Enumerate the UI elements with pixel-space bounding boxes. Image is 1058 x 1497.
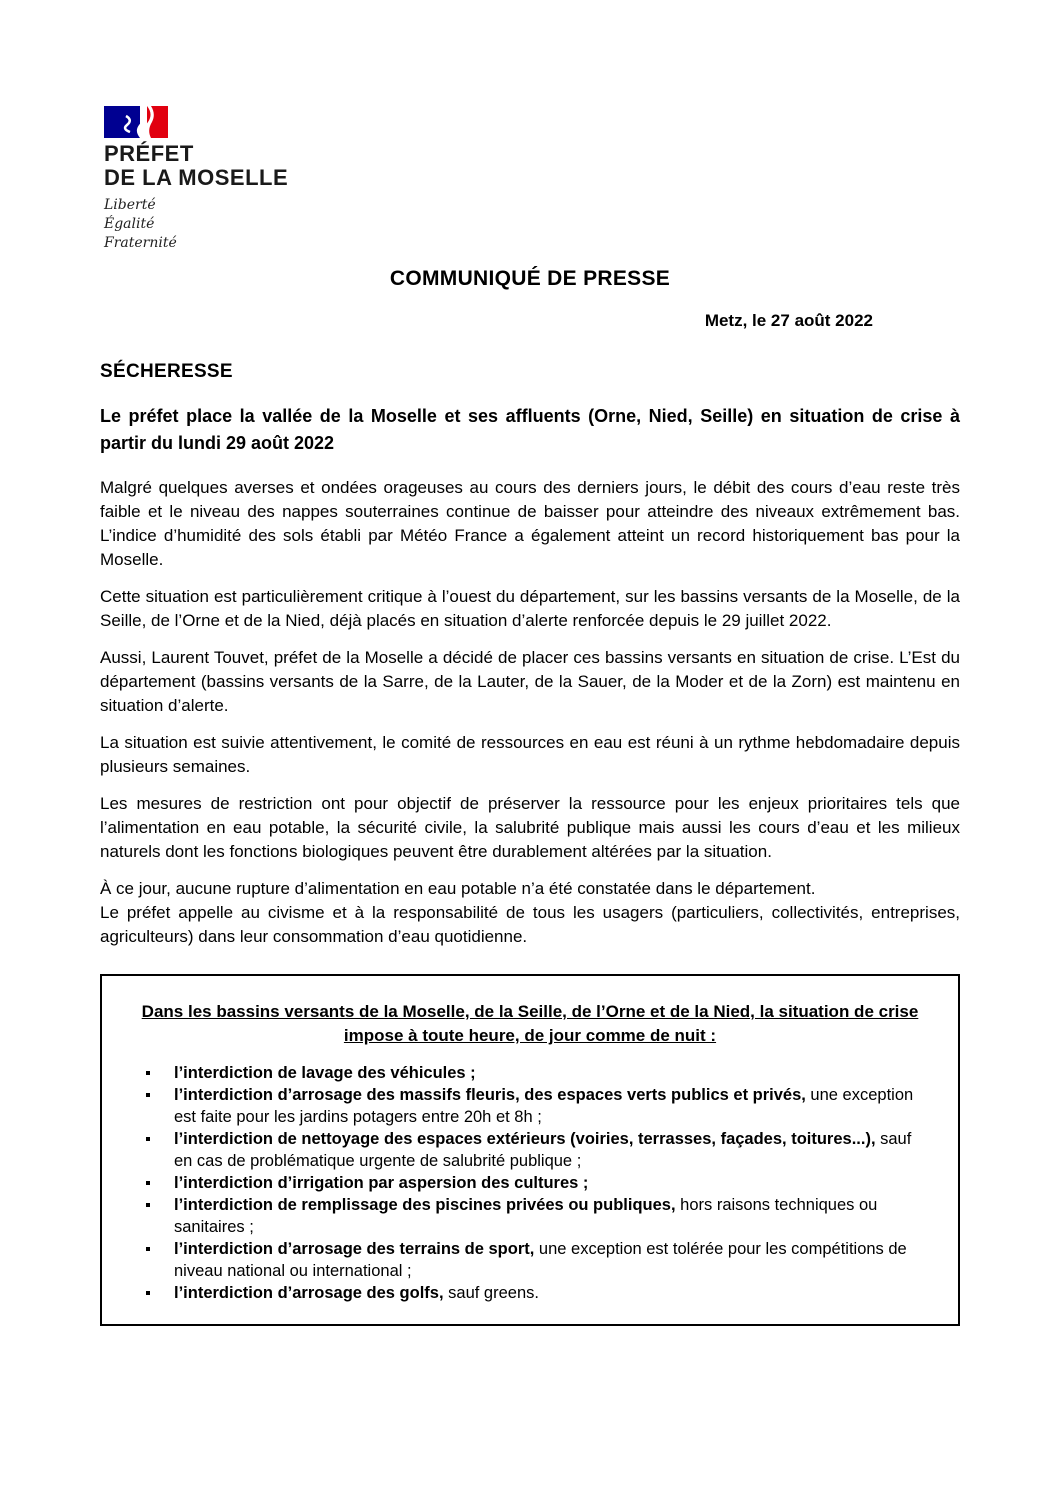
restriction-rest: sauf en cas de problématique urgente de salubrité publique ; (174, 1130, 912, 1170)
paragraph-6: À ce jour, aucune rupture d’alimentation en eau potable n’a été constatée dans le département. (100, 879, 816, 898)
paragraph-1: Malgré quelques averses et ondées orageuses au cours des derniers jours, le débit des cours d’eau reste très faible et le niveau des nappes souterraines continue de baisser pour atteindre des niveaux extrêmement bas. L’indice d’humidité des sols établi par Météo France a également atteint un record historiquement bas pour la Moselle. (100, 478, 960, 569)
french-flag-marianne-icon (104, 106, 168, 138)
bullet-icon (146, 1071, 150, 1075)
doc-type-title: COMMUNIQUÉ DE PRESSE (389, 267, 671, 290)
paragraph-4: La situation est suivie attentivement, le comité de ressources en eau est réuni à un rythme hebdomadaire depuis plusieurs semaines. (100, 733, 960, 776)
prefecture-name-line2: DE LA MOSELLE (104, 165, 289, 190)
restriction-item (130, 1084, 930, 1128)
restriction-bold: l’interdiction de remplissage des piscines privées ou publiques, (174, 1196, 676, 1214)
restriction-rest: hors raisons techniques ou sanitaires ; (174, 1196, 878, 1236)
bullet-icon (146, 1093, 150, 1097)
prefecture-name (104, 142, 400, 190)
restriction-item (130, 1194, 930, 1238)
motto (104, 196, 400, 253)
bullet-icon (146, 1137, 150, 1141)
restrictions-list (130, 1062, 930, 1304)
restriction-item (130, 1172, 930, 1194)
motto-egalite: Égalité (104, 216, 155, 232)
bullet-icon (146, 1291, 150, 1295)
restrictions-box-heading-line2: impose à toute heure, de jour comme de nuit : (343, 1026, 717, 1045)
restriction-bold: l’interdiction d’arrosage des massifs fleuris, des espaces verts publics et privés, (174, 1086, 806, 1104)
restriction-bold: l’interdiction d’arrosage des terrains de sport, (174, 1240, 535, 1258)
restrictions-box-heading (130, 1000, 930, 1048)
headline: Le préfet place la vallée de la Moselle et ses affluents (Orne, Nied, Seille) en situation de crise à partir du lundi 29 août 2022 (100, 406, 960, 453)
motto-fraternite: Fraternité (104, 235, 177, 251)
kicker-secheresse: SÉCHERESSE (100, 361, 233, 382)
bullet-icon (146, 1247, 150, 1251)
paragraph-2: Cette situation est particulièrement critique à l’ouest du département, sur les bassins versants de la Moselle, de la Seille, de l’Orne et de la Nied, déjà placés en situation d’alerte renforcée depuis le 29 juillet 2022. (100, 587, 960, 630)
restriction-bold: l’interdiction de lavage des véhicules ; (174, 1064, 476, 1082)
restriction-rest: une exception est tolérée pour les compétitions de niveau national ou international ; (174, 1240, 907, 1280)
motto-liberte: Liberté (104, 197, 156, 213)
header (100, 106, 960, 253)
paragraph-3: Aussi, Laurent Touvet, préfet de la Moselle a décidé de placer ces bassins versants en situation de crise. L’Est du département (bassins versants de la Sarre, de la Lauter, de la Sauer, de la Moder et de la Zorn) est maintenu en situation d’alerte. (100, 648, 960, 715)
restrictions-box (100, 974, 960, 1326)
restrictions-box-heading-line1: Dans les bassins versants de la Moselle, de la Seille, de l’Orne et de la Nied, la situation de crise (141, 1002, 919, 1021)
paragraph-5: Les mesures de restriction ont pour objectif de préserver la ressource pour les enjeux prioritaires tels que l’alimentation en eau potable, la sécurité civile, la salubrité publique mais aussi les cours d’eau et les milieux naturels dont les fonctions biologiques peuvent être durablement altérées par la situation. (100, 794, 960, 861)
gov-logo (100, 106, 400, 253)
restriction-rest: une exception est faite pour les jardins potagers entre 20h et 8h ; (174, 1086, 914, 1126)
restriction-bold: l’interdiction d’irrigation par aspersion des cultures ; (174, 1174, 589, 1192)
dateline: Metz, le 27 août 2022 (704, 311, 873, 330)
restriction-item (130, 1128, 930, 1172)
restriction-item (130, 1238, 930, 1282)
prefecture-name-line1: PRÉFET (104, 141, 194, 166)
bullet-icon (146, 1203, 150, 1207)
restriction-bold: l’interdiction d’arrosage des golfs, (174, 1284, 444, 1302)
restriction-bold: l’interdiction de nettoyage des espaces extérieurs (voiries, terrasses, façades, toitures...), (174, 1130, 876, 1148)
body-text (100, 476, 960, 949)
restriction-item (130, 1062, 930, 1084)
restriction-rest: sauf greens. (443, 1284, 539, 1302)
bullet-icon (146, 1181, 150, 1185)
paragraph-7: Le préfet appelle au civisme et à la responsabilité de tous les usagers (particuliers, collectivités, entreprises, agriculteurs) dans leur consommation d’eau quotidienne. (100, 903, 960, 946)
restriction-item (130, 1282, 930, 1304)
